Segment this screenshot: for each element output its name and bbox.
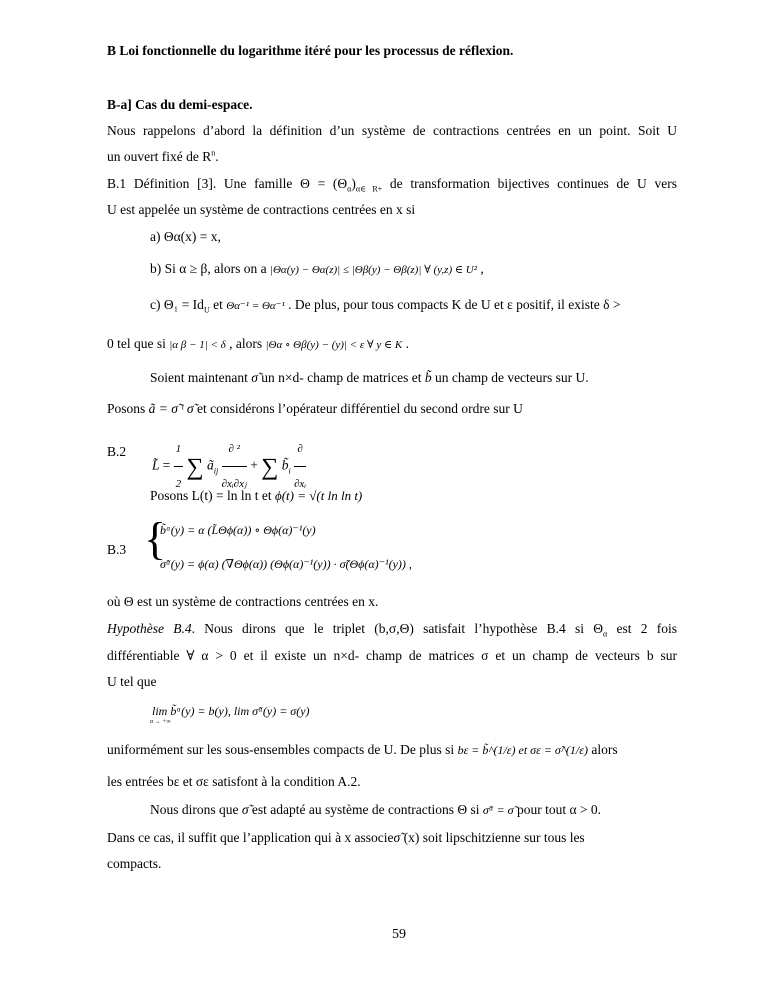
subsection-title: B-a] Cas du demi-espace. — [107, 97, 253, 112]
item-c-formula: Θα⁻¹ = Θα⁻¹ — [226, 300, 285, 312]
section-title: B Loi fonctionnelle du logarithme itéré pour les processus de réflexion. — [107, 43, 514, 58]
equation-b3-row-2: σ̃ᵅ(y) = ϕ(α) (∇Θϕ(α)) (Θϕ(α)⁻¹(y)) · σ̃(Θϕ(α)⁻¹(y)) , — [160, 557, 412, 571]
epsilon-formula: bε = b̃^(1/ε) et σε = σ̃^(1/ε) — [457, 743, 588, 757]
definition-item-a: a) Θα(x) = x, — [150, 229, 221, 244]
item-b-formula: |Θα(y) − Θα(z)| ≤ |Θβ(y) − Θβ(z)| ∀ (y,z) ∈ U² — [269, 264, 478, 276]
definition-b1-line-2: U est appelée un système de contractions centrées en x si — [107, 202, 416, 217]
ou-line: où Θ est un système de contractions centrées en x. — [107, 594, 379, 609]
limit-formula: lim b̃ᵅ(y) = b(y), lim σ̃ᵅ(y) = σ(y) — [152, 704, 310, 718]
para-posons: Posons ã = σ̃ ᵗ σ̃ et considérons l’opérateur différentiel du second ordre sur U — [107, 401, 523, 416]
definition-item-b: b) Si α ≥ β, alors on a |Θα(y) − Θα(z)| ≤ |Θβ(y) − Θβ(z)| ∀ (y,z) ∈ U² , — [150, 261, 484, 276]
page-number: 59 — [392, 927, 406, 942]
adapted-line-3: compacts. — [107, 856, 162, 871]
second-derivative-fraction: $\frac{\text{∂ ²}}{\text{∂xᵢ∂xⱼ}}$ — [222, 432, 247, 501]
hypothesis-line-3: U tel que — [107, 674, 157, 689]
phi-formula: ϕ(t) = √(t ln ln t) — [275, 488, 363, 503]
tel-formula-2: |Θα ∘ Θβ(y) − (y)| < ε ∀ y ∈ K — [265, 339, 403, 351]
first-derivative-fraction: $\frac{\partial}{\text{∂xᵢ}}$ — [294, 432, 306, 501]
b-tilde: b̃ — [424, 370, 432, 385]
intro-line-2: un ouvert fixé de $R^n$. — [107, 148, 219, 164]
posons-l-line: Posons L(t) = ln ln t et ϕ(t) = √(t ln ln t) — [150, 488, 363, 503]
sigma-tilde: σ̃ — [251, 370, 258, 385]
tel-formula-1: |α β − 1| < δ — [169, 339, 226, 351]
hypothesis-line-1: Hypothèse B.4. Nous dirons que le triplet (b,σ,Θ) satisfait l’hypothèse B.4 si $\Theta_\alpha$ est 2 fois — [107, 621, 678, 639]
equation-b3-label: B.3 — [107, 542, 127, 557]
definition-b1-line-1: B.1 Définition [3]. Une famille $\Theta = (\Theta_\alpha)_{\alpha\in R+}$ de transformation bijectives continues de U vers — [107, 176, 677, 194]
equation-b3-row-1: b̃ᵅ(y) = α (L̃Θϕ(α)) ∘ Θϕ(α)⁻¹(y) — [160, 523, 316, 537]
hypothesis-line-2: différentiable ∀ α > 0 et il existe un n×d- champ de matrices σ et un champ de vecteurs b sur — [107, 648, 677, 663]
a-tilde-formula: ã = σ̃ ᵗ σ̃ — [148, 401, 194, 416]
definition-item-c: c) $\Theta_1 = Id_U$ et Θα⁻¹ = Θα⁻¹ . De plus, pour tous compacts K de U et ε positif, il existe δ > — [150, 297, 621, 315]
half-fraction: $\frac{1}{2}$ — [174, 432, 184, 501]
left-brace: { — [144, 513, 167, 564]
adapted-line-2: Dans ce cas, il suffit que l’application qui à x associeσ̃ (x) soit lipschitzienne sur tous les — [107, 830, 585, 845]
definition-tel-line: 0 tel que si |α β − 1| < δ , alors |Θα ∘ Θβ(y) − (y)| < ε ∀ y ∈ K . — [107, 336, 409, 351]
uniform-line-2: les entrées bε et σε satisfont à la condition A.2. — [107, 774, 361, 789]
limit-subscript: α → +∞ — [150, 719, 171, 725]
intro-line-1: Nous rappelons d’abord la définition d’un système de contractions centrées en un point. Soit U — [107, 123, 677, 138]
equation-b2: L̃ = $\frac{1}{2}$ ∑ $ã_{ij}$ $\frac{\text{∂ ²}}{\text{∂xᵢ∂xⱼ}}$ + ∑ $b̃_i$ $\frac{\partial}{\text{∂xᵢ}}$ — [152, 432, 306, 501]
adapted-line-1: Nous dirons que σ̃ est adapté au système de contractions Θ si σ̃ᵅ = σ̃ pour tout α > 0. — [150, 802, 602, 817]
equation-b2-label: B.2 — [107, 444, 127, 459]
uniform-line-1: uniformément sur les sous-ensembles compacts de U. De plus si bε = b̃^(1/ε) et σε = σ̃^(1/ε) alors — [107, 742, 618, 757]
para-soient: Soient maintenant σ̃ un n×d- champ de matrices et b̃ un champ de vecteurs sur U. — [150, 370, 589, 385]
adapted-formula: σ̃ᵅ = σ̃ — [482, 803, 514, 817]
